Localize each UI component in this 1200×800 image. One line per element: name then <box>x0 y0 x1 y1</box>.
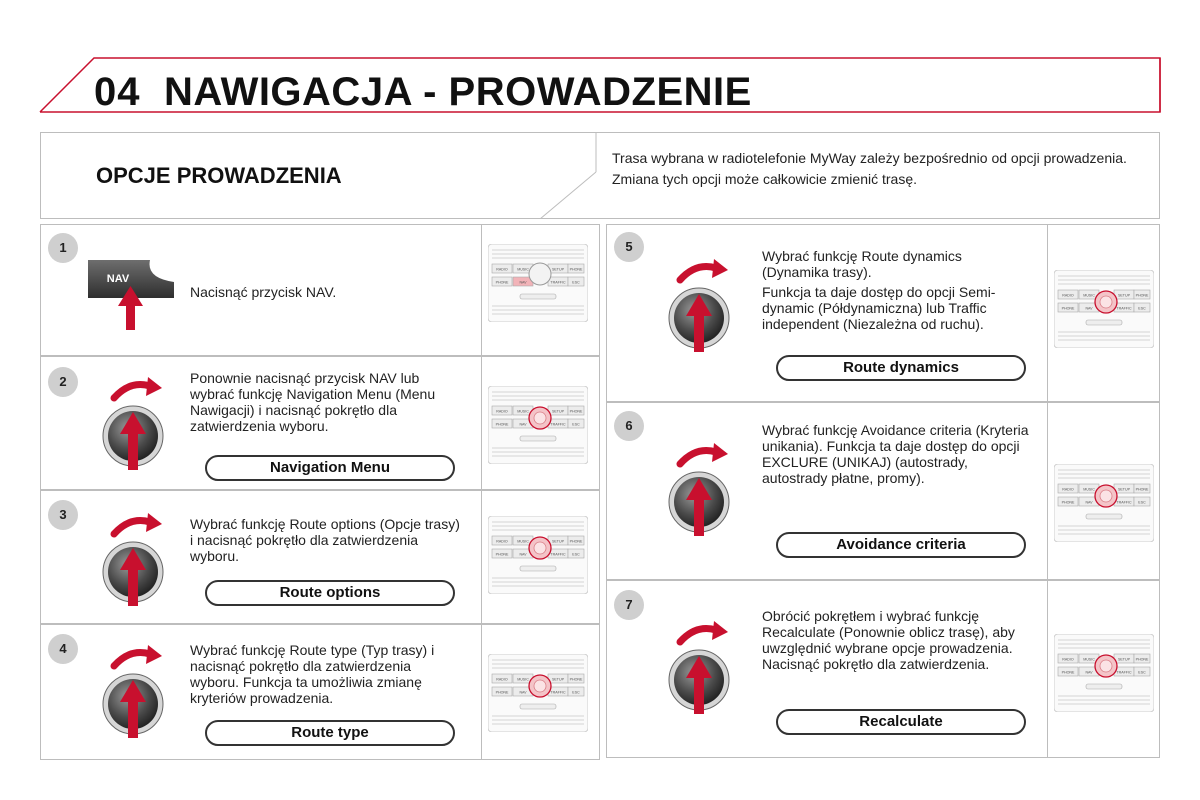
svg-text:ESC: ESC <box>572 690 580 695</box>
rotary-knob-icon <box>666 442 732 543</box>
svg-text:NAV: NAV <box>1085 670 1093 675</box>
rotary-knob-icon <box>100 644 166 745</box>
svg-text:PHONE: PHONE <box>495 552 509 557</box>
svg-text:NAV: NAV <box>519 422 527 427</box>
svg-text:RADIO: RADIO <box>496 539 508 544</box>
svg-text:ESC: ESC <box>572 280 580 285</box>
step-divider <box>481 491 482 623</box>
step-instruction-paragraph: Wybrać funkcję Avoidance criteria (Kryteria unikania). Funkcja ta daje dostęp do opcji EXCLURE (UNIKAJ) (autostrady, autostrady płatne, promy). <box>762 422 1029 486</box>
svg-text:ESC: ESC <box>1138 306 1146 311</box>
step-divider <box>1047 225 1048 401</box>
svg-text:RADIO: RADIO <box>496 409 508 414</box>
step-instruction-paragraph: Wybrać funkcję Route dynamics (Dynamika trasy). <box>762 248 962 280</box>
svg-text:PHONE: PHONE <box>1061 670 1075 675</box>
svg-text:PHONE: PHONE <box>1135 293 1149 298</box>
section-title: OPCJE PROWADZENIA <box>96 163 342 188</box>
svg-text:PHONE: PHONE <box>569 267 583 272</box>
rotary-knob-icon <box>666 258 732 359</box>
svg-text:PHONE: PHONE <box>1061 306 1075 311</box>
step-instruction <box>190 284 460 304</box>
svg-text:RADIO: RADIO <box>1062 293 1074 298</box>
step-divider <box>481 357 482 489</box>
radio-panel-image <box>1054 634 1154 717</box>
svg-text:SETUP: SETUP <box>552 409 564 414</box>
step-divider <box>1047 581 1048 757</box>
step-instruction-paragraph: Ponownie nacisnąć przycisk NAV lub wybrać funkcję Navigation Menu (Menu Nawigacji) i nacisnąć pokrętło dla zatwierdzenia wyboru. <box>190 370 436 434</box>
svg-text:PHONE: PHONE <box>495 422 509 427</box>
step-instruction-paragraph: Obrócić pokrętłem i wybrać funkcję Recalculate (Ponownie oblicz trasę), aby uwzględnić wybrane opcje prowadzenia. Nacisnąć pokrętło dla zatwierdzenia. <box>762 608 1015 672</box>
svg-text:PHONE: PHONE <box>1135 657 1149 662</box>
step-number-badge: 2 <box>48 367 78 397</box>
svg-text:PHONE: PHONE <box>569 677 583 682</box>
svg-text:TRAFFIC: TRAFFIC <box>1116 670 1132 675</box>
svg-text:TRAFFIC: TRAFFIC <box>550 280 566 285</box>
radio-panel-image <box>488 516 588 599</box>
svg-text:ESC: ESC <box>572 422 580 427</box>
step-divider <box>481 625 482 759</box>
svg-text:SETUP: SETUP <box>1118 657 1130 662</box>
svg-text:MUSIC: MUSIC <box>1083 293 1095 298</box>
menu-option-button[interactable]: Navigation Menu <box>205 455 455 481</box>
step-instruction <box>762 422 1032 490</box>
svg-text:MUSIC: MUSIC <box>1083 487 1095 492</box>
menu-option-button[interactable]: Recalculate <box>776 709 1026 735</box>
intro-text <box>612 150 1132 192</box>
svg-text:SETUP: SETUP <box>552 539 564 544</box>
svg-text:MUSIC: MUSIC <box>1083 657 1095 662</box>
svg-text:PHONE: PHONE <box>495 280 509 285</box>
svg-text:PHONE: PHONE <box>1061 500 1075 505</box>
svg-text:PHONE: PHONE <box>1135 487 1149 492</box>
menu-option-button[interactable]: Route type <box>205 720 455 746</box>
svg-text:SETUP: SETUP <box>1118 487 1130 492</box>
svg-text:NAV: NAV <box>1085 500 1093 505</box>
step-instruction <box>190 642 460 710</box>
intro-paragraph: Zmiana tych opcji może całkowicie zmienić trasę. <box>612 171 917 187</box>
svg-text:ESC: ESC <box>1138 670 1146 675</box>
svg-text:NAV: NAV <box>519 280 527 285</box>
svg-text:MUSIC: MUSIC <box>517 677 529 682</box>
radio-panel-image <box>488 244 588 327</box>
step-instruction-paragraph: Nacisnąć przycisk NAV. <box>190 284 337 300</box>
svg-text:NAV: NAV <box>1085 306 1093 311</box>
svg-text:TRAFFIC: TRAFFIC <box>550 690 566 695</box>
svg-text:TRAFFIC: TRAFFIC <box>1116 500 1132 505</box>
step-number-badge: 7 <box>614 590 644 620</box>
svg-text:MUSIC: MUSIC <box>517 267 529 272</box>
svg-text:NAV: NAV <box>519 690 527 695</box>
svg-text:PHONE: PHONE <box>569 409 583 414</box>
radio-panel-image <box>488 654 588 737</box>
radio-panel-image <box>488 386 588 469</box>
svg-text:PHONE: PHONE <box>569 539 583 544</box>
svg-text:SETUP: SETUP <box>1118 293 1130 298</box>
step-number-badge: 3 <box>48 500 78 530</box>
menu-option-button[interactable]: Avoidance criteria <box>776 532 1026 558</box>
menu-option-button[interactable]: Route dynamics <box>776 355 1026 381</box>
rotary-knob-icon <box>100 376 166 477</box>
intro-paragraph: Trasa wybrana w radiotelefonie MyWay zależy bezpośrednio od opcji prowadzenia. <box>612 150 1127 166</box>
svg-text:RADIO: RADIO <box>1062 657 1074 662</box>
step-instruction-paragraph: Wybrać funkcję Route type (Typ trasy) i nacisnąć pokrętło dla zatwierdzenia wyboru. Funkcja ta umożliwia zmianę kryteriów prowadzenia. <box>190 642 435 706</box>
svg-text:SETUP: SETUP <box>552 677 564 682</box>
svg-text:MUSIC: MUSIC <box>517 409 529 414</box>
step-instruction <box>190 370 460 438</box>
svg-text:ESC: ESC <box>1138 500 1146 505</box>
step-number-badge: 4 <box>48 634 78 664</box>
nav-button-icon <box>82 252 182 337</box>
step-instruction-paragraph: Funkcja ta daje dostęp do opcji Semi-dynamic (Półdynamiczna) lub Traffic independent (Niezależna od ruchu). <box>762 284 996 332</box>
svg-text:MUSIC: MUSIC <box>517 539 529 544</box>
svg-text:RADIO: RADIO <box>496 267 508 272</box>
step-instruction-paragraph: Wybrać funkcję Route options (Opcje trasy) i nacisnąć pokrętło dla zatwierdzenia wyboru. <box>190 516 460 564</box>
step-number-badge: 6 <box>614 411 644 441</box>
svg-text:NAV: NAV <box>106 273 130 285</box>
step-instruction <box>190 516 460 568</box>
step-number-badge: 1 <box>48 233 78 263</box>
svg-text:SETUP: SETUP <box>552 267 564 272</box>
svg-text:RADIO: RADIO <box>1062 487 1074 492</box>
step-instruction <box>762 608 1032 676</box>
rotary-knob-icon <box>100 512 166 613</box>
menu-option-button[interactable]: Route options <box>205 580 455 606</box>
svg-text:TRAFFIC: TRAFFIC <box>1116 306 1132 311</box>
radio-panel-image <box>1054 270 1154 353</box>
step-divider <box>481 225 482 355</box>
svg-text:TRAFFIC: TRAFFIC <box>550 552 566 557</box>
chapter-number: 04 <box>94 70 141 114</box>
svg-text:ESC: ESC <box>572 552 580 557</box>
svg-text:RADIO: RADIO <box>496 677 508 682</box>
page-title: NAWIGACJA - PROWADZENIE <box>164 70 752 114</box>
step-number-badge: 5 <box>614 232 644 262</box>
svg-text:NAV: NAV <box>519 552 527 557</box>
svg-text:TRAFFIC: TRAFFIC <box>550 422 566 427</box>
step-divider <box>1047 403 1048 579</box>
svg-text:PHONE: PHONE <box>495 690 509 695</box>
step-instruction <box>762 248 1032 336</box>
radio-panel-image <box>1054 464 1154 547</box>
rotary-knob-icon <box>666 620 732 721</box>
